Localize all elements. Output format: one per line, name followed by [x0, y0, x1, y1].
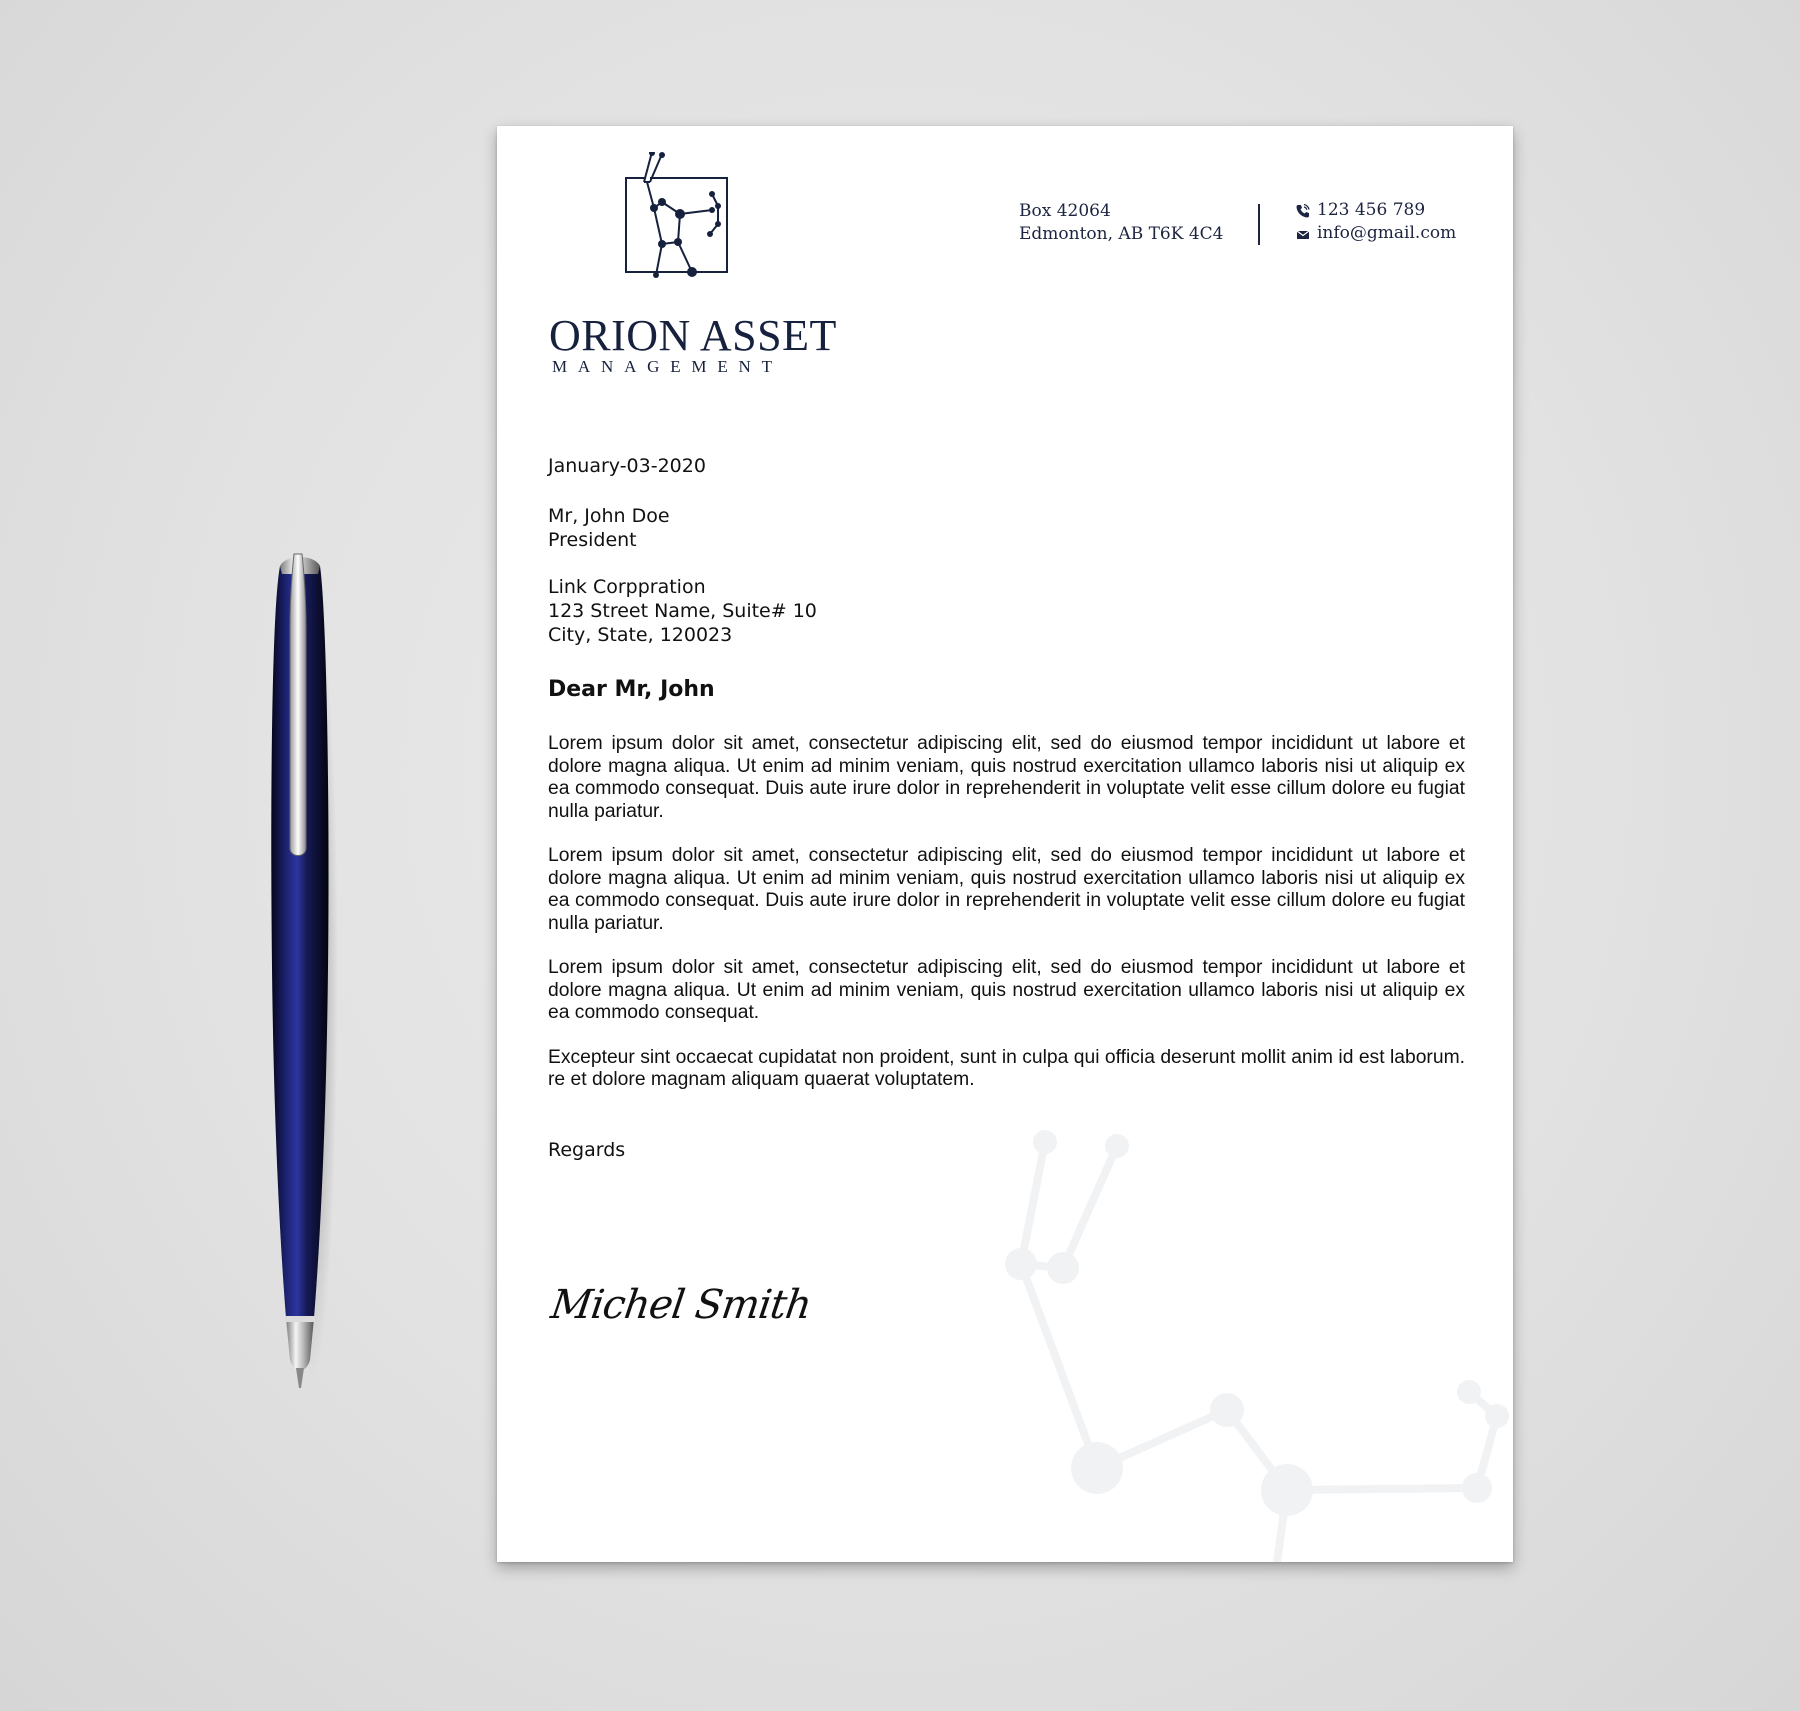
phone-icon	[1295, 203, 1311, 219]
recipient-company-name: Link Corppration	[548, 576, 706, 598]
email-address: info@gmail.com	[1317, 223, 1457, 243]
signature: Michel Smith	[548, 1282, 814, 1328]
header-divider	[1258, 204, 1260, 245]
recipient-company-block	[548, 575, 817, 647]
letter-closing: Regards	[548, 1139, 626, 1161]
body-paragraph: Lorem ipsum dolor sit amet, consectetur adipiscing elit, sed do eiusmod tempor incididunt ut labore et dolore magna aliqua. Ut enim ad minim veniam, quis nostrud exercitation ullamco laboris nisi ut aliquip ex ea commodo consequat.	[548, 957, 1465, 1023]
body-paragraph: Excepteur sint occaecat cupidatat non proident, sunt in culpa qui officia deserunt mollit anim id est laborum. re et dolore magnam aliquam quaerat voluptatem.	[548, 1046, 1465, 1090]
address-line-1: Box 42064	[1019, 201, 1111, 221]
company-logo	[549, 152, 839, 382]
constellation-logo-icon	[624, 152, 734, 280]
letterhead-page	[497, 126, 1513, 1562]
body-paragraph: Lorem ipsum dolor sit amet, consectetur adipiscing elit, sed do eiusmod tempor incididunt ut labore et dolore magna aliqua. Ut enim ad minim veniam, quis nostrud exercitation ullamco laboris nisi ut aliquip ex ea commodo consequat. Duis aute irure dolor in reprehenderit in voluptate velit esse cillum dolore eu fugiat nulla pariatur.	[548, 733, 1465, 822]
letter-greeting: Dear Mr, John	[548, 677, 715, 702]
letter-body	[548, 733, 1465, 1114]
phone-number: 123 456 789	[1317, 200, 1426, 220]
email-row	[1295, 222, 1456, 245]
recipient-title: President	[548, 529, 637, 551]
company-tagline: MANAGEMENT	[552, 357, 783, 376]
address-line-2: Edmonton, AB T6K 4C4	[1019, 224, 1224, 244]
recipient-company-city: City, State, 120023	[548, 624, 733, 646]
company-name: ORION ASSET	[549, 311, 837, 360]
company-contact	[1295, 199, 1456, 245]
recipient-company-street: 123 Street Name, Suite# 10	[548, 600, 817, 622]
pen-image	[268, 548, 338, 1390]
letter-date: January-03-2020	[548, 455, 706, 477]
company-address	[1019, 200, 1224, 246]
body-paragraph: Lorem ipsum dolor sit amet, consectetur adipiscing elit, sed do eiusmod tempor incididunt ut labore et dolore magna aliqua. Ut enim ad minim veniam, quis nostrud exercitation ullamco laboris nisi ut aliquip ex ea commodo consequat. Duis aute irure dolor in reprehenderit in voluptate velit esse cillum dolore eu fugiat nulla pariatur.	[548, 845, 1465, 934]
phone-row	[1295, 199, 1456, 222]
recipient-name: Mr, John Doe	[548, 505, 670, 527]
recipient-block	[548, 504, 670, 552]
envelope-icon	[1295, 226, 1311, 242]
